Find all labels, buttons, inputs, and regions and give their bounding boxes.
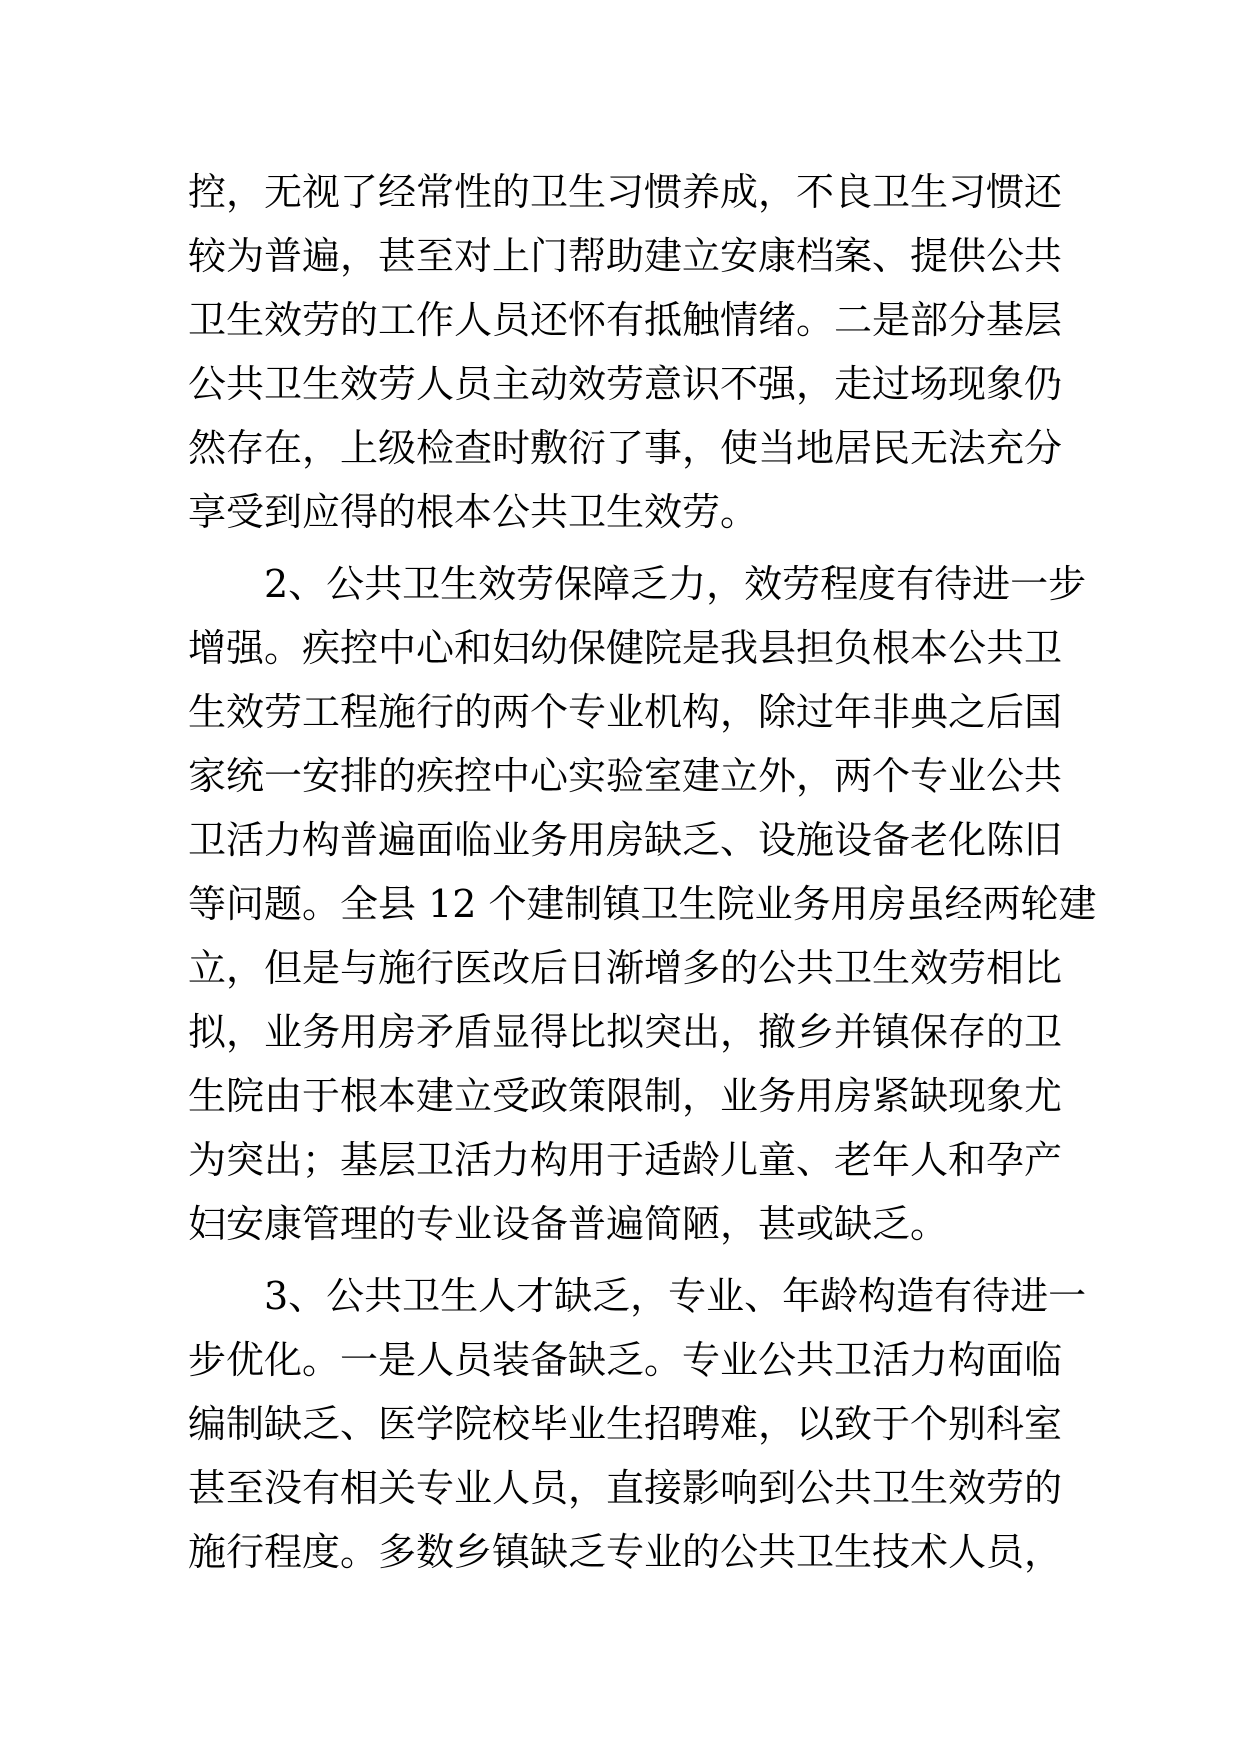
- text-line: 为突出；基层卫活力构用于适龄儿童、老年人和孕产: [188, 1138, 1063, 1182]
- paragraph-1: [188, 160, 1063, 544]
- text-line: 卫生效劳的工作人员还怀有抵触情绪。二是部分基层: [188, 298, 1063, 342]
- text-line: 然存在，上级检查时敷衍了事，使当地居民无法充分: [188, 426, 1063, 470]
- text-line: 立，但是与施行医改后日渐增多的公共卫生效劳相比: [188, 946, 1063, 990]
- document-body: [188, 160, 1097, 1592]
- text-line: 享受到应得的根本公共卫生效劳。: [188, 490, 759, 534]
- text-line: 生效劳工程施行的两个专业机构，除过年非典之后国: [188, 690, 1063, 734]
- text-line: 拟，业务用房矛盾显得比拟突出，撤乡并镇保存的卫: [188, 1010, 1063, 1054]
- text-line: 卫活力构普遍面临业务用房缺乏、设施设备老化陈旧: [188, 818, 1063, 862]
- text-line: 2、公共卫生效劳保障乏力，效劳程度有待进一步: [264, 562, 1087, 606]
- text-line: 等问题。全县 12 个建制镇卫生院业务用房虽经两轮建: [188, 882, 1097, 926]
- paragraph-2: [188, 552, 1097, 1256]
- text-line: 控，无视了经常性的卫生习惯养成，不良卫生习惯还: [188, 170, 1063, 214]
- text-line: 较为普遍，甚至对上门帮助建立安康档案、提供公共: [188, 234, 1063, 278]
- text-line: 生院由于根本建立受政策限制，业务用房紧缺现象尤: [188, 1074, 1063, 1118]
- text-line: 公共卫生效劳人员主动效劳意识不强，走过场现象仍: [188, 362, 1063, 406]
- text-line: 甚至没有相关专业人员，直接影响到公共卫生效劳的: [188, 1466, 1063, 1510]
- text-line: 3、公共卫生人才缺乏，专业、年龄构造有待进一: [264, 1274, 1087, 1318]
- text-line: 家统一安排的疾控中心实验室建立外，两个专业公共: [188, 754, 1063, 798]
- text-line: 施行程度。多数乡镇缺乏专业的公共卫生技术人员，: [188, 1530, 1063, 1574]
- text-line: 妇安康管理的专业设备普遍简陋，甚或缺乏。: [188, 1202, 949, 1246]
- text-line: 步优化。一是人员装备缺乏。专业公共卫活力构面临: [188, 1338, 1063, 1382]
- text-line: 增强。疾控中心和妇幼保健院是我县担负根本公共卫: [188, 626, 1063, 670]
- text-line: 编制缺乏、医学院校毕业生招聘难，以致于个别科室: [188, 1402, 1063, 1446]
- paragraph-3: [188, 1264, 1087, 1584]
